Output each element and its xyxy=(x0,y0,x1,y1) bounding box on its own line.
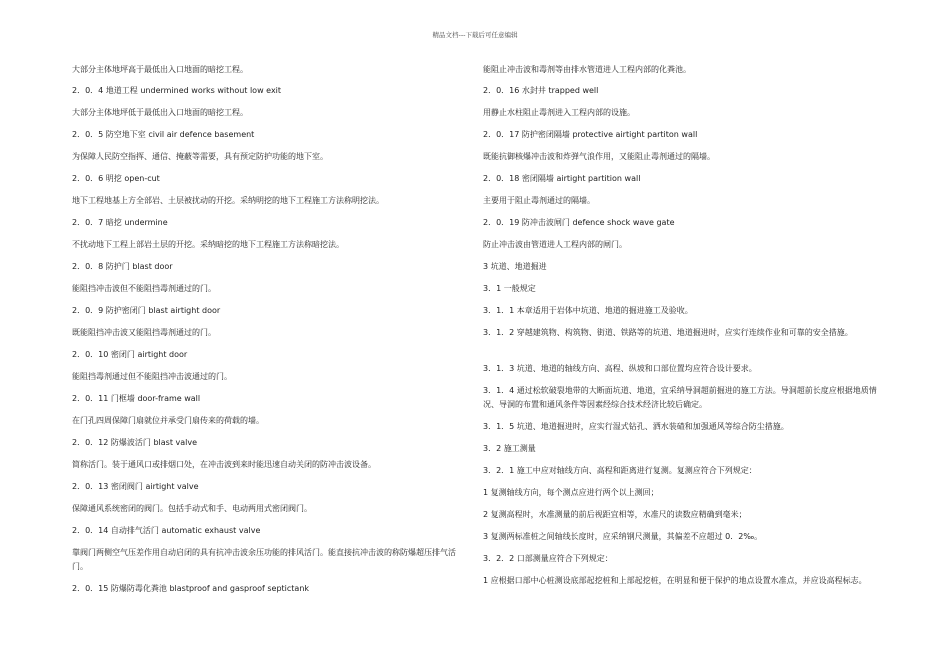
section-heading: 2．0．11 门框墙 door-frame wall xyxy=(72,394,201,403)
page-header: 精品文档---下载后可任意编辑 xyxy=(432,31,518,39)
section-heading: 2．0．8 防护门 blast door xyxy=(72,262,173,271)
text-line: 主要用于阻止毒剂通过的隔墙。 xyxy=(483,196,595,205)
text-line: 能阻挡毒剂通过但不能阻挡冲击波通过的门。 xyxy=(72,372,232,381)
section-heading: 2．0．14 自动排气活门 automatic exhaust valve xyxy=(72,526,261,535)
section-heading: 3．1 一般规定 xyxy=(483,284,536,293)
section-heading: 2．0．9 防护密闭门 blast airtight door xyxy=(72,306,221,315)
text-line: 大部分主体地坪高于最低出入口地面的暗挖工程。 xyxy=(72,65,248,74)
section-heading: 2．0．16 水封井 trapped well xyxy=(483,86,599,95)
section-heading: 2．0．15 防爆防毒化粪池 blastproof and gasproof septictank xyxy=(72,584,310,593)
text-line: 大部分主体地坪低于最低出入口地面的暗挖工程。 xyxy=(72,108,248,117)
text-line: 在门孔四周保障门扇就位并承受门扇传来的荷载的墙。 xyxy=(72,416,264,425)
text-line: 3．1．1 本章适用于岩体中坑道、地道的掘进施工及验收。 xyxy=(483,306,693,315)
text-paragraph: 靠阀门两侧空气压差作用自动启闭的具有抗冲击波余压功能的排风活门。能直接抗冲击波的称防爆超压排气活门。 xyxy=(72,548,456,571)
list-item: 2 复测高程时，水准测量的前后视距宜相等，水准尺的读数应精确到毫米； xyxy=(483,510,747,519)
text-line: 3．2．2 口部测量应符合下列规定： xyxy=(483,554,613,563)
text-line: 能阻挡冲击波但不能阻挡毒剂通过的门。 xyxy=(72,284,216,293)
text-line: 3．2．1 施工中应对轴线方向、高程和距离进行复测。复测应符合下列规定： xyxy=(483,466,757,475)
section-heading: 2．0．19 防冲击波闸门 defence shock wave gate xyxy=(483,218,675,227)
text-line: 能阻止冲击波和毒剂等由排水管道进人工程内部的化粪池。 xyxy=(483,65,691,74)
section-heading: 2．0．18 密闭隔墙 airtight partition wall xyxy=(483,174,641,183)
text-line: 防止冲击波由管道进人工程内部的闸门。 xyxy=(483,240,627,249)
text-paragraph: 3．1．4 通过松软破裂地带的大断面坑道、地道，宜采纳导洞超前掘进的施工方法。导洞超前长度应根据地质情况、导洞的布置和通风条件等因素经综合技术经济比较后确定。 xyxy=(483,386,877,409)
section-heading: 3．2 施工测量 xyxy=(483,444,536,453)
text-line: 既能抗御核爆冲击波和炸弹气浪作用，又能阻止毒剂通过的隔墙。 xyxy=(483,152,715,161)
section-heading: 2．0．5 防空地下室 civil air defence basement xyxy=(72,130,255,139)
text-paragraph: 3．1．2 穿越建筑物、构筑物、街道、铁路等的坑道、地道掘进时，应实行连续作业和可靠的安全措施。 xyxy=(483,328,853,337)
list-item: 3 复测两标准桩之间轴线长度时，应采纳钢尺测量，其偏差不应超过 0．2‰。 xyxy=(483,532,763,541)
text-line: 简称活门。装于通风口或排烟口处，在冲击波到来时能迅速自动关闭的防冲击波设备。 xyxy=(72,460,376,469)
section-heading: 2．0．7 暗挖 undermine xyxy=(72,218,168,227)
text-line: 保障通风系统密闭的阀门。包括手动式和手、电动两用式密闭阀门。 xyxy=(72,504,312,513)
chapter-heading: 3 坑道、地道掘进 xyxy=(483,262,547,271)
text-line: 3．1．5 坑道、地道掘进时，应实行湿式钻孔、洒水装碴和加强通风等综合防尘措施。 xyxy=(483,422,789,431)
section-heading: 2．0．12 防爆波活门 blast valve xyxy=(72,438,198,447)
text-line: 用静止水柱阻止毒剂进入工程内部的设施。 xyxy=(483,108,635,117)
section-heading: 2．0．17 防护密闭隔墙 protective airtight partiton wall xyxy=(483,130,698,139)
section-heading: 2．0．10 密闭门 airtight door xyxy=(72,350,188,359)
text-line: 既能阻挡冲击波又能阻挡毒剂通过的门。 xyxy=(72,328,216,337)
section-heading: 2．0．13 密闭阀门 airtight valve xyxy=(72,482,199,491)
text-line: 不扰动地下工程上部岩土层的开挖。采纳暗挖的地下工程施工方法称暗挖法。 xyxy=(72,240,344,249)
text-paragraph: 1 应根据口部中心桩测设底部起挖桩和上部起挖桩，在明显和便于保护的地点设置水准点，并应设高程标志。 xyxy=(483,576,867,585)
text-line: 地下工程地基上方全部岩、土层被扰动的开挖。采纳明挖的地下工程施工方法称明挖法。 xyxy=(72,196,384,205)
list-item: 1 复测轴线方向，每个测点应进行两个以上测回； xyxy=(483,488,659,497)
text-line: 3．1．3 坑道、地道的轴线方向、高程、纵坡和口部位置均应符合设计要求。 xyxy=(483,364,757,373)
section-heading: 2．0．6 明挖 open-cut xyxy=(72,174,160,183)
section-heading: 2．0．4 地道工程 undermined works without low exit xyxy=(72,86,282,95)
text-line: 为保障人民防空指挥、通信、掩蔽等需要，具有预定防护功能的地下室。 xyxy=(72,152,328,161)
